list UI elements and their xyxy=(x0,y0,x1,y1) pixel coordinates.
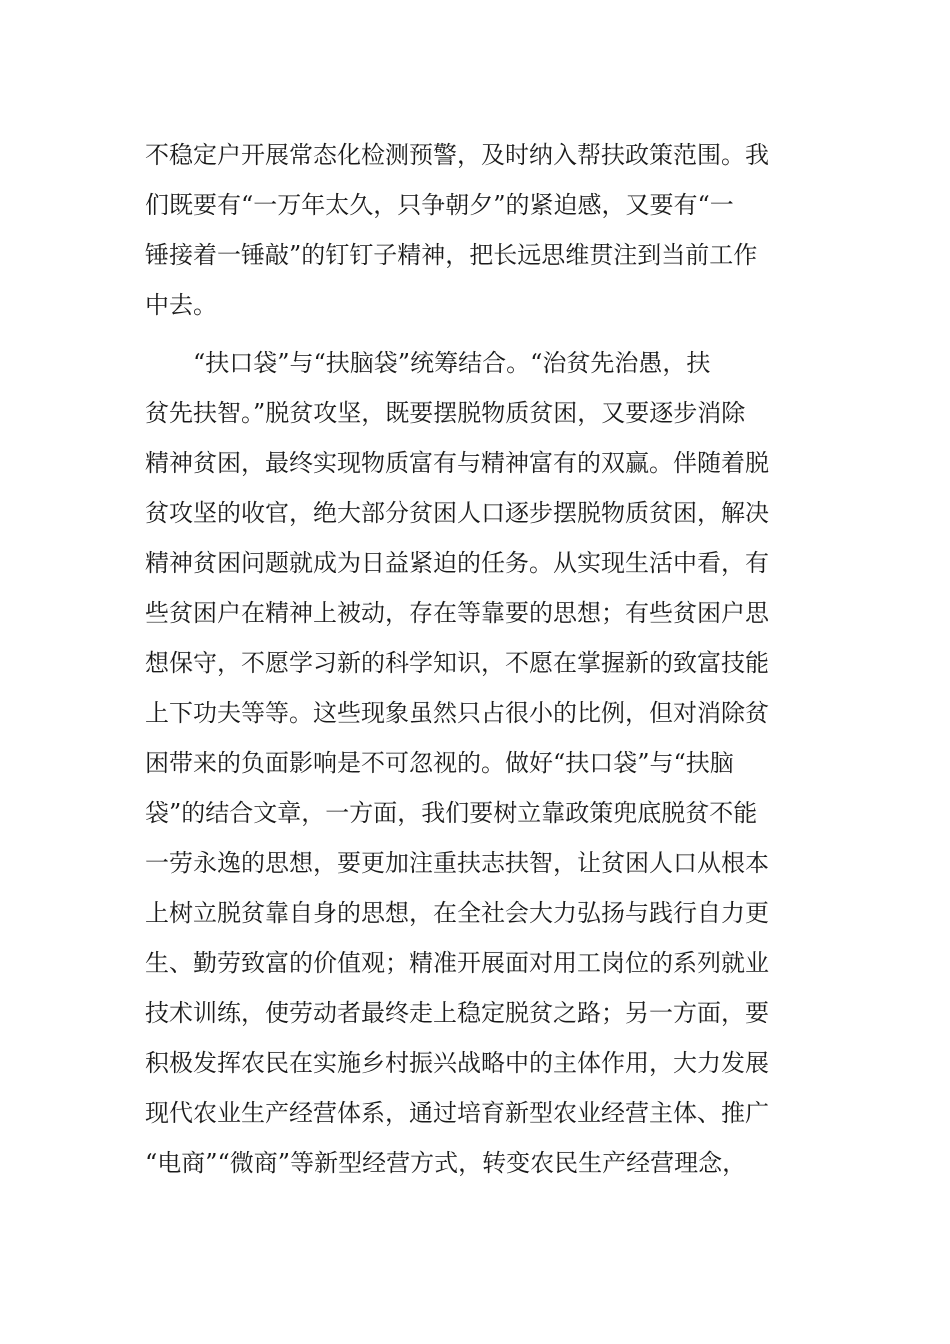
text-line: 袋”的结合文章，一方面，我们要树立靠政策兜底脱贫不能 xyxy=(145,799,758,827)
text-line: 些贫困户在精神上被动，存在等靠要的思想；有些贫困户思 xyxy=(145,599,769,627)
text-line: 上下功夫等等。这些现象虽然只占很小的比例，但对消除贫 xyxy=(145,699,769,727)
text-line: 们既要有“一万年太久，只争朝夕”的紧迫感，又要有“一 xyxy=(145,191,734,219)
text-line: 上树立脱贫靠自身的思想，在全社会大力弘扬与践行自力更 xyxy=(145,899,769,927)
text-line: 现代农业生产经营体系，通过培育新型农业经营主体、推广 xyxy=(145,1099,769,1127)
text-line: 中去。 xyxy=(145,291,217,319)
text-line: 贫先扶智。”脱贫攻坚，既要摆脱物质贫困，又要逐步消除 xyxy=(145,399,746,427)
text-line: 想保守，不愿学习新的科学知识，不愿在掌握新的致富技能 xyxy=(145,649,769,677)
paragraph-2 xyxy=(145,338,810,1188)
text-line: 一劳永逸的思想，要更加注重扶志扶智，让贫困人口从根本 xyxy=(145,849,769,877)
text-line: 贫攻坚的收官，绝大部分贫困人口逐步摆脱物质贫困，解决 xyxy=(145,499,769,527)
text-line: 精神贫困，最终实现物质富有与精神富有的双赢。伴随着脱 xyxy=(145,449,769,477)
text-line: “扶口袋”与“扶脑袋”统筹结合。“治贫先治愚，扶 xyxy=(193,349,711,377)
text-line: “电商”“微商”等新型经营方式，转变农民生产经营理念， xyxy=(145,1149,747,1177)
text-line: 技术训练，使劳动者最终走上稳定脱贫之路；另一方面，要 xyxy=(145,999,769,1027)
text-line: 困带来的负面影响是不可忽视的。做好“扶口袋”与“扶脑 xyxy=(145,749,734,777)
text-line: 精神贫困问题就成为日益紧迫的任务。从实现生活中看，有 xyxy=(145,549,769,577)
paragraph-spacer xyxy=(145,330,810,338)
text-line: 生、勤劳致富的价值观；精准开展面对用工岗位的系列就业 xyxy=(145,949,769,977)
text-line: 锤接着一锤敲”的钉钉子精神，把长远思维贯注到当前工作 xyxy=(145,241,758,269)
paragraph-1 xyxy=(145,130,810,330)
text-line: 不稳定户开展常态化检测预警，及时纳入帮扶政策范围。我 xyxy=(145,141,769,169)
text-line: 积极发挥农民在实施乡村振兴战略中的主体作用，大力发展 xyxy=(145,1049,769,1077)
document-body xyxy=(145,130,810,1188)
